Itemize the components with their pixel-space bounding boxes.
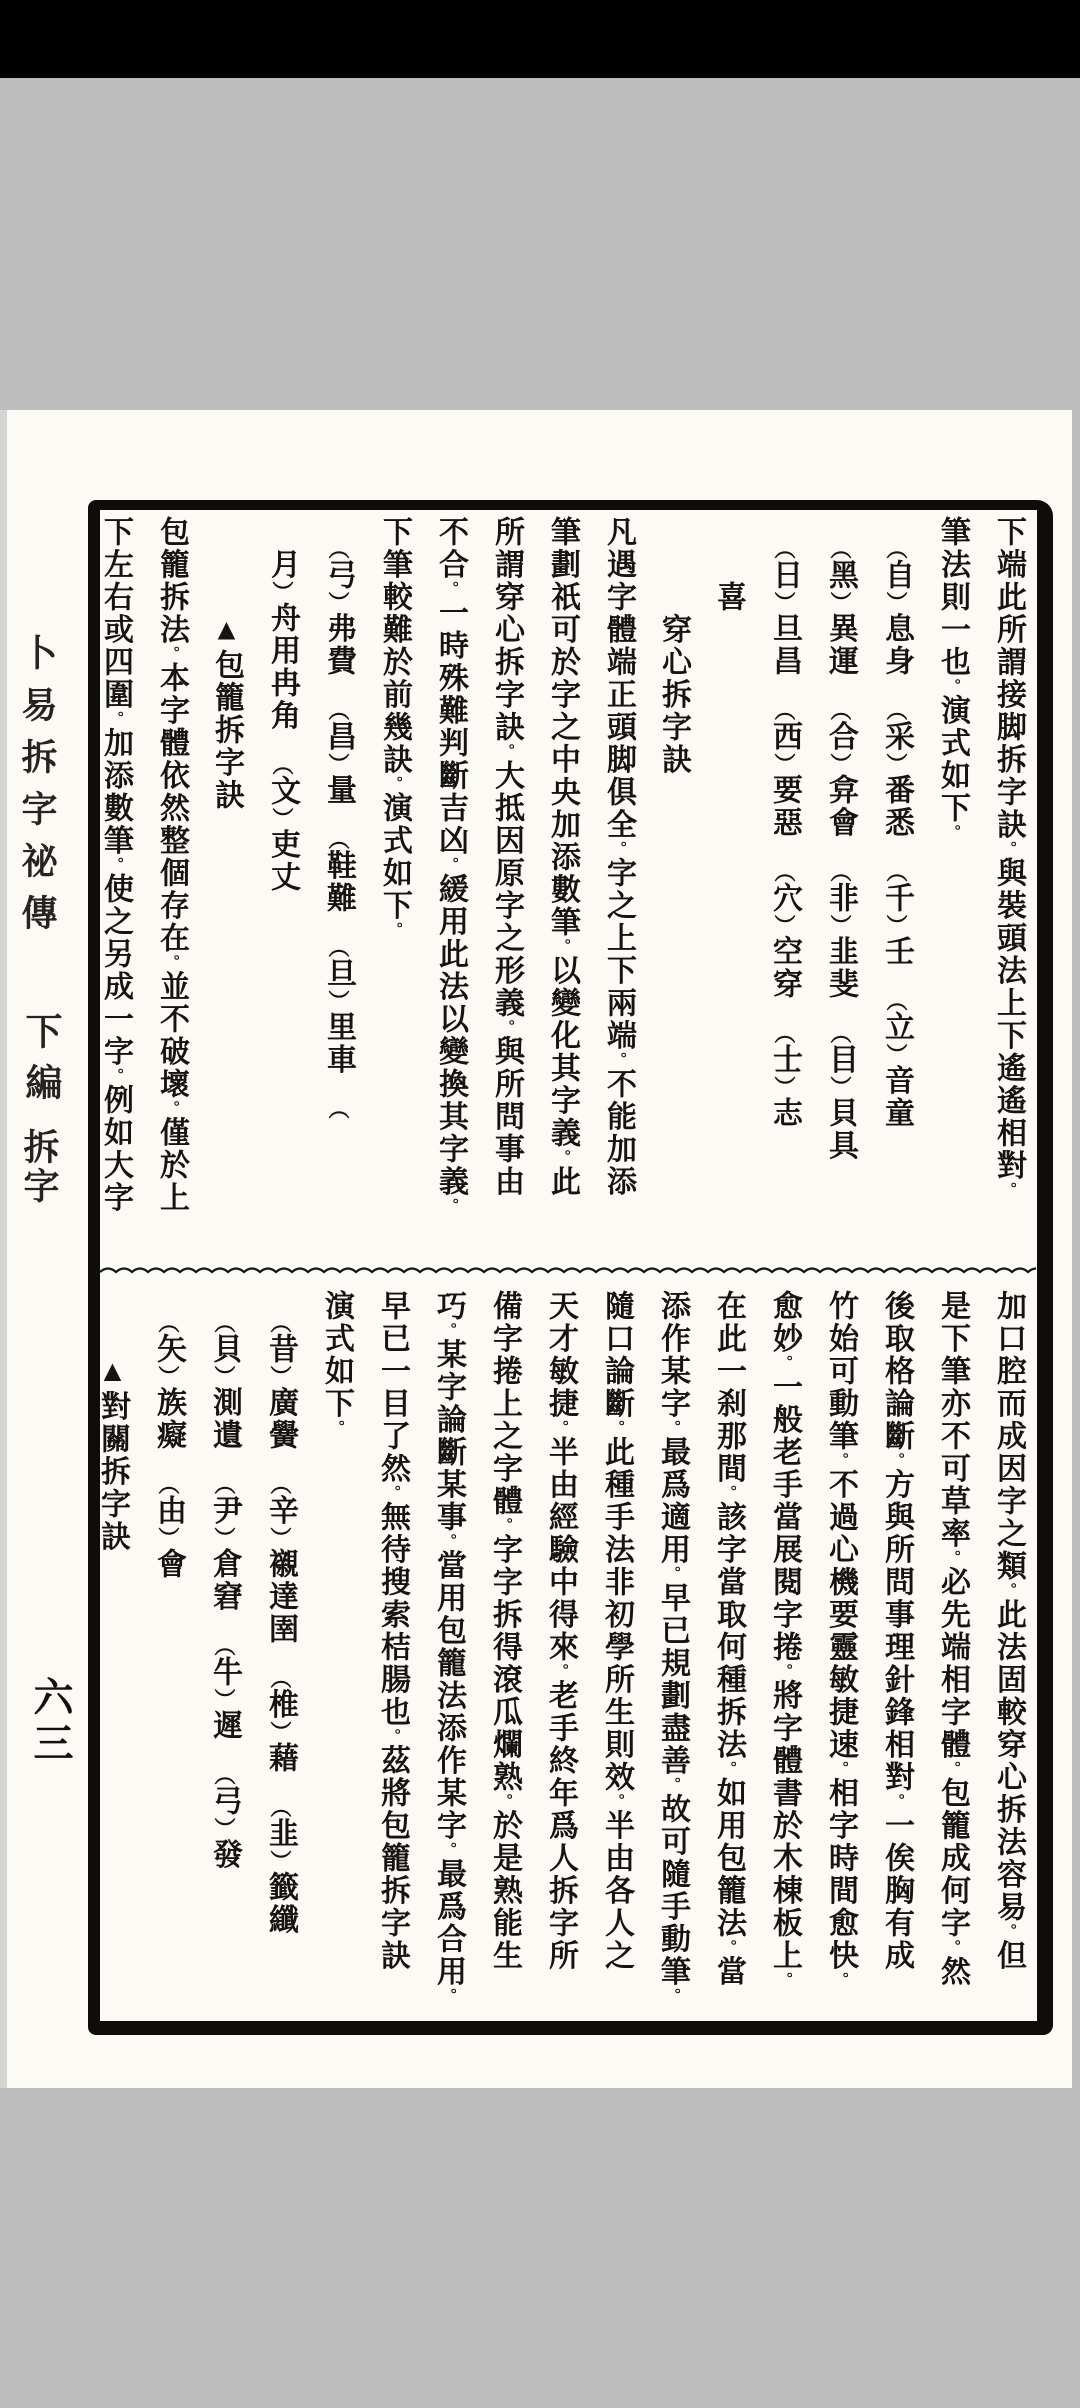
text-column: 月）舟用冉角 （文）吏丈 [266, 516, 299, 894]
text-column: 愈妙。一般老手當展閱字捲。將字體書於木棟板上。 [768, 1290, 801, 1988]
text-column: （日）旦昌 （西）要惡 （穴）空穿 （士）志 [768, 548, 801, 1130]
wavy-divider-line [100, 1265, 1036, 1277]
text-column: 天才敏捷。半由經驗中得來。老手終年爲人拆字所 [544, 1290, 577, 1972]
text-column: （自）息身 （采）番悉 （千）壬 （立）音童 [880, 548, 913, 1130]
text-column: 巧。某字論斷某事。當用包籠法添作某字。最爲合用。 [432, 1290, 465, 2004]
text-column: 凡遇字體端正頭脚俱全。字之上下兩端。不能加添 [602, 516, 635, 1198]
section-heading-chuanxin: 穿心拆字訣 [657, 516, 690, 776]
page-left-edge [0, 410, 7, 2088]
text-column: 竹始可動筆。不過心機要靈敏捷速。相字時間愈快。 [824, 1290, 857, 1988]
text-column: 筆劃祇可於字之中央加添數筆。以變化其字義。此 [546, 516, 579, 1198]
page-number: 六三 [28, 1676, 73, 1768]
text-column: 下左右或四圍。加添數筆。使之另成一字。例如大字 [99, 516, 132, 1214]
text-column: 後取格論斷。方與所問事理針鋒相對。一俟胸有成 [880, 1290, 913, 1972]
text-column: 下端此所謂接脚拆字訣。與裝頭法上下遙遙相對。 [992, 516, 1025, 1198]
text-column: 不合。一時殊難判斷吉凶。緩用此法以變換其字義。 [434, 516, 467, 1214]
text-column: 加口腔而成因字之類。此法固較穿心拆法容易。但 [992, 1290, 1025, 1972]
text-column: 隨口論斷。此種手法非初學所生則效。半由各人之 [600, 1290, 633, 1972]
text-column: 在此一刹那間。該字當取何種拆法。如用包籠法。當 [712, 1290, 745, 1988]
margin-book-title: 卜易拆字祕傳 [17, 634, 57, 946]
text-column: （弓）弗費 （昌）量 （鞋難 （旦）里車 （ [322, 548, 355, 1119]
text-column: 備字捲上之字體。字字拆得滾瓜爛熟。於是熟能生 [488, 1290, 521, 1972]
top-letterbox [0, 0, 1080, 78]
text-column: 添作某字。最爲適用。早已規劃盡善。故可隨手動筆。 [656, 1290, 689, 2004]
section-heading-baolong: ▲包籠拆字訣 [210, 516, 243, 812]
top-text-block [100, 516, 1036, 1270]
section-heading-duiguan: ▲對關拆字訣 [96, 1290, 129, 1553]
margin-section-label: 拆字 [19, 1128, 59, 1206]
text-column: 喜 [712, 516, 745, 614]
text-column: 包籠拆法。本字體依然整個存在。並不破壞。僅於上 [155, 516, 188, 1214]
text-column: 下筆較難於前幾訣。演式如下。 [378, 516, 411, 938]
wavy-divider [100, 1264, 1036, 1276]
text-column: 筆法則一也。演式如下。 [936, 516, 969, 841]
bottom-text-block [96, 1290, 1036, 2030]
text-column: （矢）族癡 （由）會 [152, 1322, 185, 1581]
text-column: 所謂穿心拆字訣。大抵因原字之形義。與所問事由 [490, 516, 523, 1198]
text-column: 是下筆亦不可草率。必先端相字體。包籠成何字。然 [936, 1290, 969, 1988]
margin-part-label: 下編 [19, 1012, 60, 1114]
text-column: （貝）測遺 （尹）倉窘 （牛）遲 （弓）發 [208, 1322, 241, 1871]
text-column: （昔）廣黌 （辛）襯達圉 （椎）藉 （韭）籤纖 [264, 1322, 297, 1936]
text-column: 演式如下。 [320, 1290, 353, 1436]
text-column: （黑）異運 （合）弇會 （非）韭斐 （目）貝具 [824, 548, 857, 1162]
text-column: 早已一目了然。無待搜索桔腸也。茲將包籠拆字訣 [376, 1290, 409, 1972]
